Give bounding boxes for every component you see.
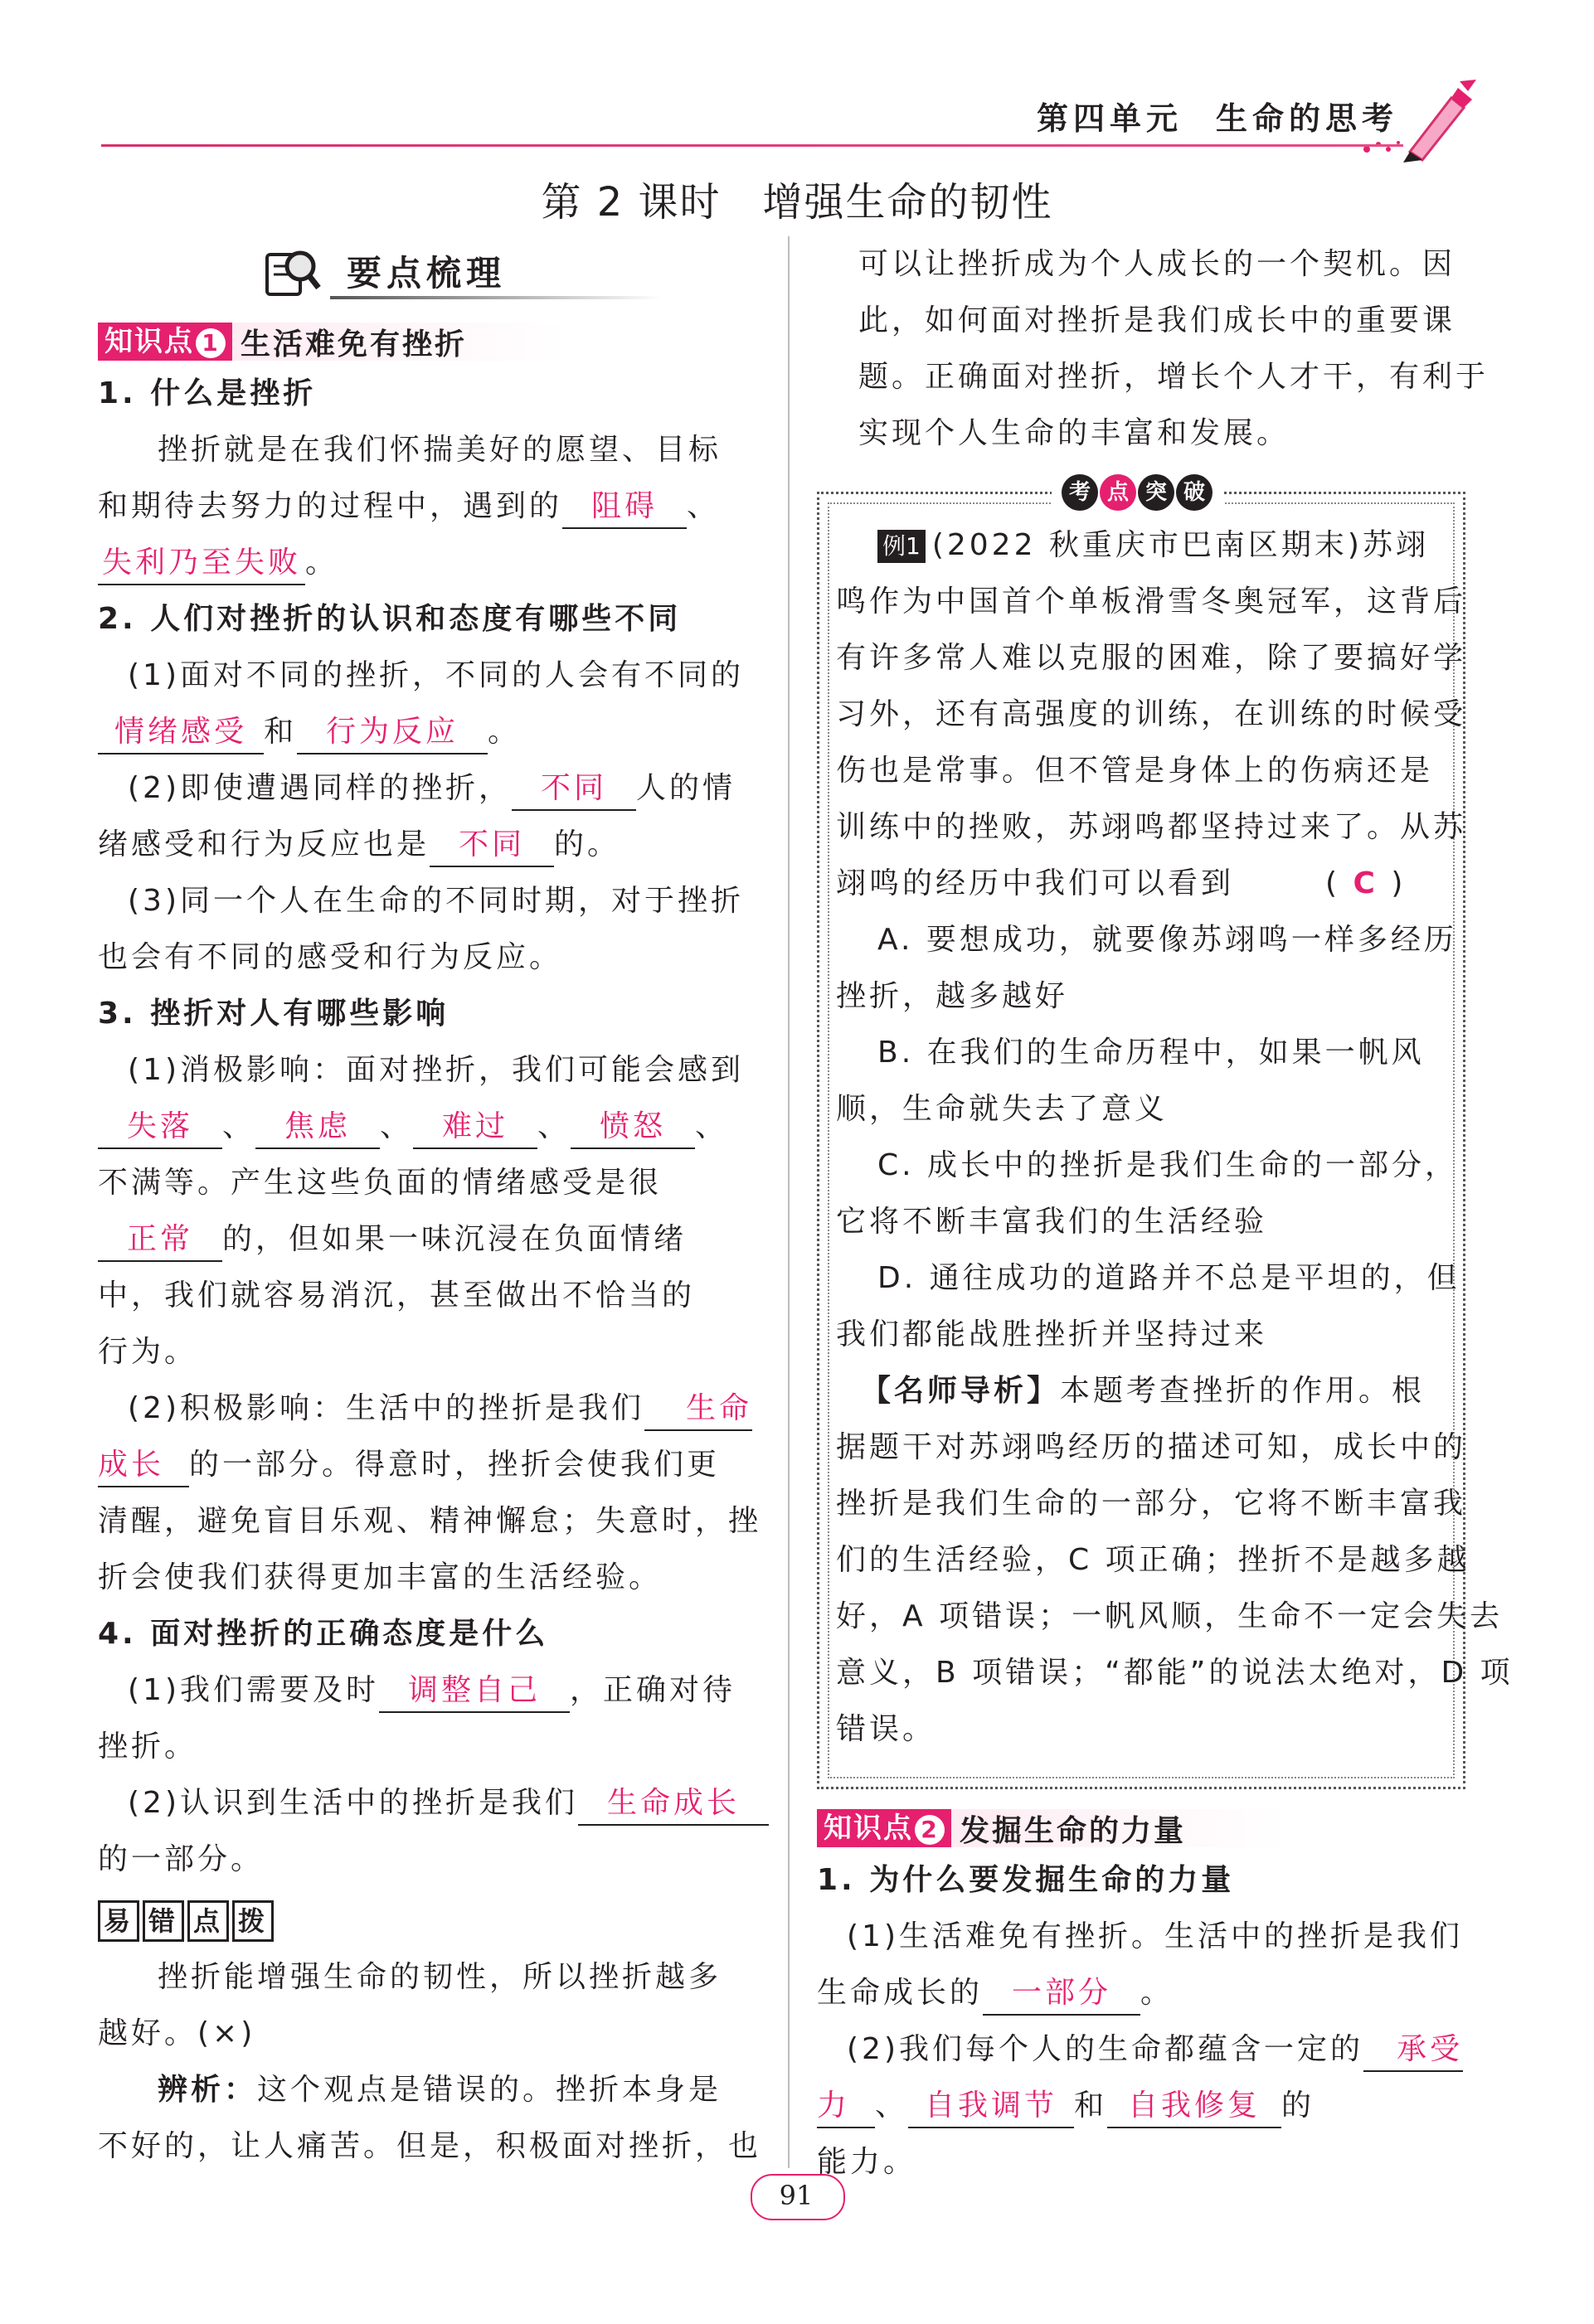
answer-blank: 阻碍 xyxy=(562,486,687,529)
guide-line: 们的生活经验，C 项正确；挫折不是越多越 xyxy=(836,1543,1470,1577)
text-line: 可以让挫折成为个人成长的一个契机。因 xyxy=(858,247,1456,281)
example-tag: 例1 xyxy=(877,530,926,563)
badge-char: 破 xyxy=(1176,474,1213,511)
answer-blank: 不同 xyxy=(512,768,636,811)
guide-label: 【名师导析】 xyxy=(861,1374,1061,1408)
text-line: 题。正确面对挫折，增长个人才干，有利于 xyxy=(858,360,1490,394)
text-line: (1)消极影响：面对挫折，我们可能会感到 xyxy=(128,1053,744,1087)
text-line: 成长 的一部分。得意时，挫折会使我们更 xyxy=(98,1437,757,1493)
exam-breakthrough-box xyxy=(817,480,1514,1789)
text-line: 的一部分。 xyxy=(98,1842,265,1876)
answer-blank: 力 xyxy=(817,2085,875,2128)
question-line: 习外，还有高强度的训练，在训练的时候受 xyxy=(836,697,1467,731)
kp-number: 2 xyxy=(915,1815,945,1845)
answer-blank: 行为反应 xyxy=(297,711,488,754)
answer-blank: 自我调节 xyxy=(908,2085,1074,2128)
answer-blank: 承受 xyxy=(1363,2029,1463,2072)
text-line: 清醒，避免盲目乐观、精神懈怠；失意时，挫 xyxy=(98,1504,762,1538)
tip-char: 拨 xyxy=(232,1900,274,1942)
badge-char: 考 xyxy=(1062,474,1098,511)
answer-blank: 失落 xyxy=(98,1106,222,1149)
question-line: 鸣作为中国首个单板滑雪冬奥冠军，这背后 xyxy=(836,585,1467,619)
question-heading: 3. 挫折对人有哪些影响 xyxy=(98,997,450,1031)
column-divider xyxy=(788,236,790,2168)
answer-blank: 愤怒 xyxy=(571,1106,695,1149)
badge-char: 点 xyxy=(1100,474,1136,511)
answer-blank: 成长 xyxy=(98,1444,189,1487)
text-line: 情绪感受 和 行为反应 。 xyxy=(98,704,757,760)
magnifier-icon xyxy=(264,243,322,301)
kp-badge: 知识点 2 xyxy=(817,1809,951,1847)
text-line: 越好。(×) xyxy=(98,2016,256,2050)
text-line: 也会有不同的感受和行为反应。 xyxy=(98,940,563,974)
text-line: 挫折就是在我们怀揣美好的愿望、目标 xyxy=(158,433,722,467)
answer-blank: 不同 xyxy=(430,824,554,867)
option-a: A. 要想成功，就要像苏翊鸣一样多经历 xyxy=(877,923,1457,957)
text-line: 绪感受和行为反应也是 不同 的。 xyxy=(98,817,757,873)
left-column xyxy=(98,236,762,2175)
exam-badge xyxy=(1052,469,1224,516)
answer-blank: 焦虑 xyxy=(255,1106,380,1149)
unit-topic: 生命的思考 xyxy=(1216,99,1399,137)
page-number: 91 xyxy=(779,2180,814,2211)
option-c-cont: 它将不断丰富我们的生活经验 xyxy=(836,1205,1268,1239)
option-b: B. 在我们的生命历程中，如果一帆风 xyxy=(877,1036,1425,1070)
kp-title: 生活难免有挫折 xyxy=(241,327,468,361)
text-line: (2)即使遭遇同样的挫折， 不同 人的情 xyxy=(98,760,757,817)
guide-line: 错误。 xyxy=(836,1712,936,1746)
kp-badge: 知识点 1 xyxy=(98,323,232,361)
question-heading: 1. 为什么要发掘生命的力量 xyxy=(817,1863,1235,1897)
question-line: 伤也是常事。但不管是身体上的伤病还是 xyxy=(836,754,1434,788)
text-line: 正常 的，但如果一味沉浸在负面情绪 xyxy=(98,1211,757,1268)
option-d-cont: 我们都能战胜挫折并坚持过来 xyxy=(836,1317,1268,1351)
option-c: C. 成长中的挫折是我们生命的一部分， xyxy=(877,1148,1459,1182)
text-line: (1)面对不同的挫折，不同的人会有不同的 xyxy=(128,658,744,692)
text-line: 此，如何面对挫折是我们成长中的重要课 xyxy=(858,303,1456,337)
text-line: (2)我们每个人的生命都蕴含一定的 承受 xyxy=(817,2021,1468,2078)
text-line: (2)认识到生活中的挫折是我们 生命成长 xyxy=(98,1775,757,1832)
answer-blank: 自我修复 xyxy=(1107,2085,1281,2128)
answer-choice: C xyxy=(1353,866,1378,900)
guide-line: 挫折是我们生命的一部分，它将不断丰富我 xyxy=(836,1487,1467,1521)
text-line: (3)同一个人在生命的不同时期，对于挫折 xyxy=(128,884,744,918)
answer-blank: 失利乃至失败 xyxy=(98,542,305,585)
question-heading: 2. 人们对挫折的认识和态度有哪些不同 xyxy=(98,602,682,636)
answer-blank: 正常 xyxy=(98,1219,222,1262)
tip-char: 易 xyxy=(98,1900,139,1942)
unit-header xyxy=(1037,93,1398,138)
answer-blank: 一部分 xyxy=(983,1972,1140,2016)
section-underline xyxy=(330,296,662,299)
question-heading: 4. 面对挫折的正确态度是什么 xyxy=(98,1617,549,1651)
text-line: (1)我们需要及时 调整自己 ，正确对待 xyxy=(98,1662,757,1719)
option-a-cont: 挫折，越多越好 xyxy=(836,979,1069,1013)
text-line: 失利乃至失败 。 xyxy=(98,535,757,591)
guide-line: 好，A 项错误；一帆风顺，生命不一定会失去 xyxy=(836,1599,1504,1633)
answer-blank: 生命成长 xyxy=(578,1783,769,1826)
text-line: 力 、 自我调节 和 自我修复 的 xyxy=(817,2078,1468,2134)
text-line: 不满等。产生这些负面的情绪感受是很 xyxy=(98,1166,663,1200)
tip-char: 点 xyxy=(187,1900,229,1942)
question-line: 翊鸣的经历中我们可以看到 ( C ) xyxy=(836,866,1407,900)
mistake-tip-heading xyxy=(98,1893,757,1949)
guide-line: 【名师导析】本题考查挫折的作用。根 xyxy=(861,1374,1426,1408)
text-line: 实现个人生命的丰富和发展。 xyxy=(858,416,1290,450)
answer-blank: 难过 xyxy=(413,1106,537,1149)
answer-blank: 调整自己 xyxy=(379,1670,570,1713)
text-line: 行为。 xyxy=(98,1335,198,1369)
question-line: 有许多常人难以克服的困难，除了要搞好学 xyxy=(836,641,1467,675)
text-line: 能力。 xyxy=(817,2145,917,2179)
text-line: 和期待去努力的过程中，遇到的 阻碍 、 xyxy=(98,478,757,535)
option-d: D. 通往成功的道路并不总是平坦的，但 xyxy=(877,1261,1460,1295)
knowledge-point-1-heading xyxy=(98,323,566,361)
guide-line: 意义，B 项错误；“都能”的说法太绝对，D 项 xyxy=(836,1656,1514,1690)
text-line: 挫折能增强生命的韧性，所以挫折越多 xyxy=(158,1960,722,1994)
answer-blank: 生命 xyxy=(644,1388,752,1431)
option-b-cont: 顺，生命就失去了意义 xyxy=(836,1092,1169,1126)
exam-content xyxy=(836,517,1514,1758)
text-line: (2)积极影响：生活中的挫折是我们 生命 xyxy=(98,1380,757,1437)
text-line: 不好的，让人痛苦。但是，积极面对挫折，也 xyxy=(98,2129,762,2163)
badge-char: 突 xyxy=(1138,474,1174,511)
unit-label: 第四单元 xyxy=(1037,99,1183,137)
section-heading xyxy=(98,236,757,311)
text-line: 挫折。 xyxy=(98,1730,198,1764)
header-rule xyxy=(101,144,1403,147)
kp-title: 发掘生命的力量 xyxy=(960,1813,1187,1848)
section-title: 要点梳理 xyxy=(347,253,507,294)
lesson-title: 第 2 课时 增强生命的韧性 xyxy=(541,179,1053,226)
question-line: 例1 (2022 秋重庆市巴南区期末)苏翊 xyxy=(836,517,1450,574)
tip-char: 错 xyxy=(143,1900,184,1942)
text-line: 失落 、 焦虑 、 难过 、 愤怒 、 xyxy=(98,1099,757,1155)
question-heading: 1. 什么是挫折 xyxy=(98,376,317,410)
text-line: (1)生活难免有挫折。生活中的挫折是我们 xyxy=(847,1919,1463,1953)
question-line: 训练中的挫败，苏翊鸣都坚持过来了。从苏 xyxy=(836,810,1467,844)
right-column xyxy=(817,236,1514,2191)
text-line: 辨析：这个观点是错误的。挫折本身是 xyxy=(158,2073,722,2107)
text-line: 折会使我们获得更加丰富的生活经验。 xyxy=(98,1560,663,1594)
text-line: 生命成长的 一部分 。 xyxy=(817,1965,1468,2021)
text-line: 中，我们就容易消沉，甚至做出不恰当的 xyxy=(98,1278,696,1312)
guide-line: 据题干对苏翊鸣经历的描述可知，成长中的 xyxy=(836,1430,1467,1464)
kp-number: 1 xyxy=(196,328,226,358)
knowledge-point-2-heading xyxy=(817,1809,1285,1847)
answer-blank: 情绪感受 xyxy=(98,711,264,754)
